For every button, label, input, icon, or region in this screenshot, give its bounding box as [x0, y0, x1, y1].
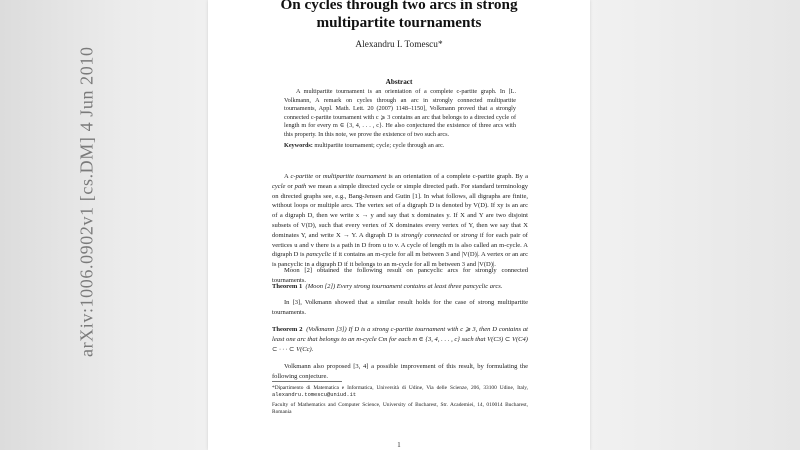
author-email: alexandru.tomescu@uniud.it — [272, 392, 357, 399]
intro-paragraph: A c-partite or multipartite tournament is an orientation of a complete c-partite graph. By a cycle or path we mean a simple directed cycle or simple directed path. For standard terminology on directed graphs see, e.g., Bang-Jensen and Gutin [1]. In what follows, all digraphs are finite, without loops or multiple arcs. The vertex set of a digraph D is denoted by V(D). If xy is an arc of a digraph D, then we write x → y and say that x dominates y. If X and Y are two disjoint subsets of V(D), such that every vertex of X dominates every vertex of Y, then we say that X dominates Y, and write X → Y. A digraph D is strongly connected or strong if for each pair of vertices u and v there is a path in D from u to v. A cycle of length m is also called an m-cycle. A digraph D is pancyclic if it contains an m-cycle for all m between 3 and |V(D)|. A vertex or an arc is pancyclic in a digraph D if it belongs to an m-cycle for all m between 3 and |V(D)|. — [272, 173, 528, 269]
conjecture-paragraph: Volkmann also proposed [3, 4] a possible improvement of this result, by formulating the following conjecture. — [272, 363, 528, 380]
volkmann-paragraph: In [3], Volkmann showed that a similar result holds for the case of strong multipartite tournaments. — [272, 299, 528, 316]
keywords — [284, 142, 516, 151]
arxiv-stamp: arXiv:1006.0902v1 [cs.DM] 4 Jun 2010 — [76, 46, 97, 357]
footnote-affiliation-1: *Dipartimento di Matematica e Informatica, Università di Udine, Via delle Scienze, 206, 33100 Udine, Italy, alexandru.tomescu@uniud.it — [272, 385, 528, 399]
theorem-1-text: (Moon [2]) Every strong tournament contains at least three pancyclic arcs. — [305, 283, 503, 290]
footnote-rule — [272, 381, 342, 382]
keywords-text: multipartite tournament; cycle; cycle through an arc. — [314, 142, 445, 149]
theorem-2 — [272, 325, 528, 354]
left-margin-band — [0, 0, 208, 450]
abstract-heading: Abstract — [385, 78, 413, 86]
title-line-2: multipartite tournaments — [316, 14, 482, 31]
right-margin-band — [590, 0, 800, 450]
abstract-text: A multipartite tournament is an orientation of a complete c-partite graph. In [L. Volkmann, A remark on cycles through an arc in strongly connected multipartite tournaments, Appl. Math. Lett. 20 (2007) 1148–1150], Volkmann proved that a strongly connected c-partite tournament with c ⩾ 3 contains an arc that belongs to a directed cycle of length m for every m ∈ {3, 4, . . . , c}. He also conjectured the existence of three arcs with this property. In this note, we prove the existence of two such arcs. — [284, 88, 516, 138]
theorem-1 — [272, 282, 528, 292]
theorem-1-label: Theorem 1 — [272, 283, 303, 290]
page-number: 1 — [397, 442, 401, 449]
moon-paragraph: Moon [2] obtained the following result on pancyclic arcs for strongly connected tournaments. — [272, 267, 528, 284]
theorem-2-text: (Volkmann [3]) If D is a strong c-partite tournament with c ⩾ 3, then D contains at least one arc that belongs to an m-cycle Cm for each m ∈ {3, 4, . . . , c} such that V(C3) ⊂ V(C4) ⊂ · · · ⊂ V(Cc). — [272, 326, 529, 353]
author-name: Alexandru I. Tomescu* — [355, 40, 443, 50]
title-line-1: On cycles through two arcs in strong — [280, 0, 518, 13]
keywords-label: Keywords: — [284, 142, 313, 149]
theorem-2-label: Theorem 2 — [272, 326, 303, 333]
footnote-affiliation-2: Faculty of Mathematics and Computer Science, University of Bucharest, Str. Academiei, 14, 010014 Bucharest, Romania — [272, 402, 528, 416]
paper-page — [208, 0, 590, 450]
page-title — [208, 0, 590, 32]
